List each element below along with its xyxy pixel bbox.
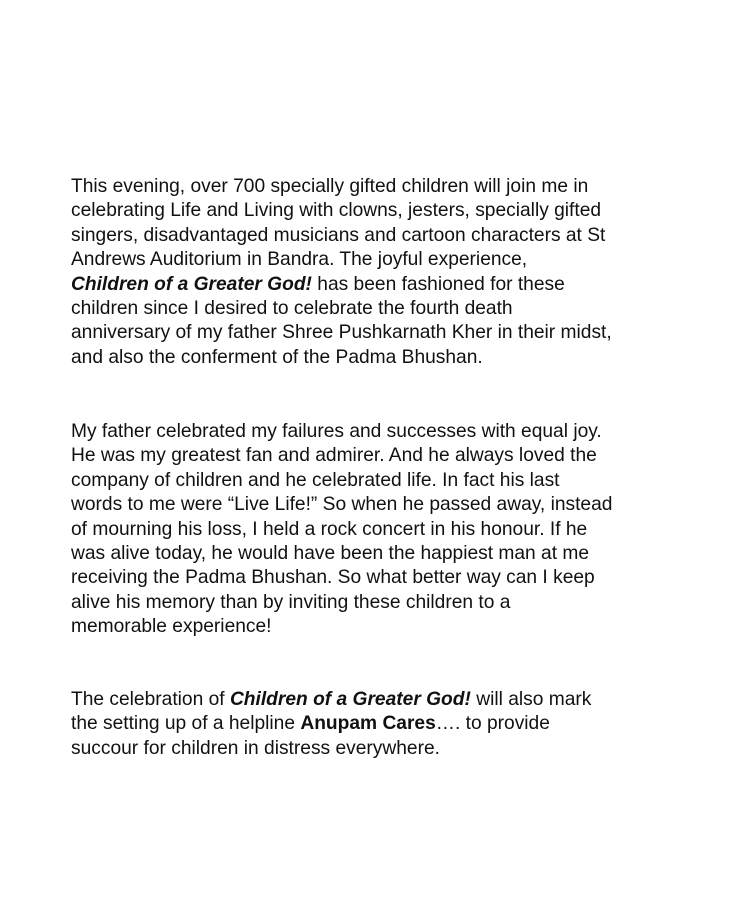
text-segment: The celebration of [71,689,230,710]
text-line: receiving the Padma Bhushan. So what better way can I keep [71,567,595,589]
text-line: My father celebrated my failures and successes with equal joy. [71,421,602,442]
text-line: company of children and he celebrated life. In fact his last [71,469,560,491]
text-line: anniversary of my father Shree Pushkarnath Kher in their midst, [71,322,612,344]
text-line: Andrews Auditorium in Bandra. The joyful experience, [71,249,528,271]
text-line: of mourning his loss, I held a rock concert in his honour. If he [71,518,588,540]
text-line: He was my greatest fan and admirer. And he always loved the [71,445,597,467]
text-line: and also the conferment of the Padma Bhushan. [71,346,483,368]
text-line: was alive today, he would have been the happiest man at me [71,543,590,565]
text-line: memorable experience! [71,616,272,638]
text-line: children since I desired to celebrate the fourth death [71,298,513,320]
text-line [71,688,691,712]
paragraph-event-intro [71,175,691,370]
event-title-emphasis: Children of a Greater God! [229,689,471,710]
text-segment: …. to provide [435,713,550,735]
paragraph-helpline [71,688,691,761]
text-segment: will also mark [470,689,592,710]
helpline-name: Anupam Cares [300,713,436,735]
text-line: words to me were “Live Life!” So when he passed away, instead [71,494,613,516]
paragraph-father-tribute [71,420,691,640]
text-line: singers, disadvantaged musicians and cartoon characters at St [71,224,606,246]
text-line: succour for children in distress everywhere. [71,737,440,759]
event-title-emphasis: Children of a Greater God! [71,273,312,295]
text-line: celebrating Life and Living with clowns, jesters, specially gifted [71,200,602,222]
text-line: This evening, over 700 specially gifted children will join me in [71,176,589,197]
text-segment: has been fashioned for these [311,273,565,295]
text-line: alive his memory than by inviting these children to a [71,591,511,613]
text-line [71,712,691,736]
text-line [71,273,691,297]
text-segment: the setting up of a helpline [71,713,301,735]
